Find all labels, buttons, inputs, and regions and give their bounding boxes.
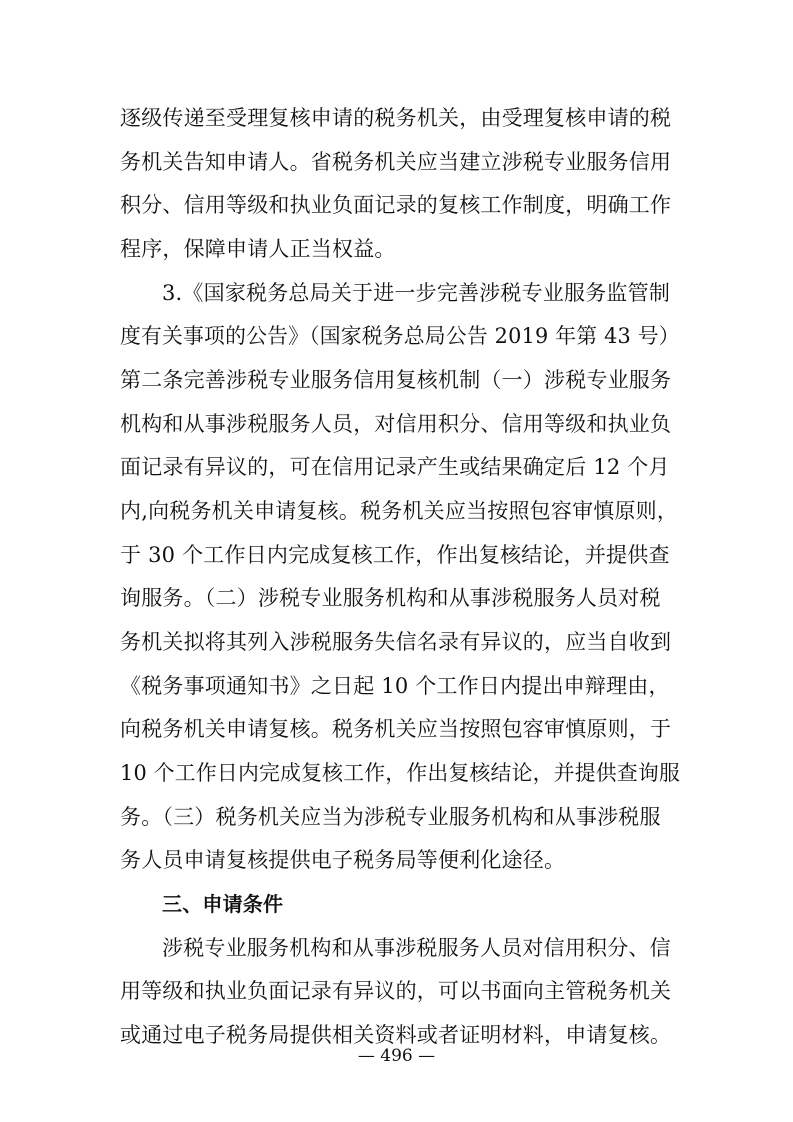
- body-text-line: 务机关告知申请人。省税务机关应当建立涉税专业服务信用: [120, 150, 672, 174]
- body-text-line: 面记录有异议的，可在信用记录产生或结果确定后 12 个月: [120, 455, 670, 479]
- body-text-line: 逐级传递至受理复核申请的税务机关，由受理复核申请的税: [120, 106, 672, 130]
- body-text-line: 度有关事项的公告》（国家税务总局公告 2019 年第 43 号）: [120, 324, 680, 348]
- body-text-line: 务机关拟将其列入涉税服务失信名录有异议的，应当自收到: [120, 630, 672, 654]
- body-text-line: 务人员申请复核提供电子税务局等便利化途径。: [120, 848, 566, 872]
- body-text-line: 10 个工作日内完成复核工作，作出复核结论，并提供查询服: [120, 761, 680, 785]
- body-text-line: 询服务。（二）涉税专业服务机构和从事涉税服务人员对税: [120, 586, 661, 610]
- body-text-line: 程序，保障申请人正当权益。: [120, 237, 396, 261]
- body-text-line: 务。（三）税务机关应当为涉税专业服务机构和从事涉税服: [120, 805, 661, 829]
- body-text-line: 用等级和执业负面记录有异议的，可以书面向主管税务机关: [120, 979, 672, 1003]
- body-text-line: 内,向税务机关申请复核。税务机关应当按照包容审慎原则，: [120, 499, 679, 523]
- body-text-line: 3.《国家税务总局关于进一步完善涉税专业服务监管制: [162, 281, 671, 305]
- body-text-line: 向税务机关申请复核。税务机关应当按照包容审慎原则，于: [120, 717, 672, 741]
- section-heading: 三、申请条件: [162, 892, 284, 916]
- body-text-line: 涉税专业服务机构和从事涉税服务人员对信用积分、信: [162, 936, 671, 960]
- page-number: — 496 —: [357, 1046, 436, 1066]
- body-text-line: 或通过电子税务局提供相关资料或者证明材料，申请复核。: [120, 1023, 672, 1047]
- body-text-line: 第二条完善涉税专业服务信用复核机制（一）涉税专业服务: [120, 368, 672, 392]
- body-text-line: 《税务事项通知书》之日起 10 个工作日内提出申辩理由，: [120, 674, 670, 698]
- body-text-line: 于 30 个工作日内完成复核工作，作出复核结论，并提供查: [120, 543, 670, 567]
- body-text-line: 机构和从事涉税服务人员，对信用积分、信用等级和执业负: [120, 412, 672, 436]
- body-text-line: 积分、信用等级和执业负面记录的复核工作制度，明确工作: [120, 193, 672, 217]
